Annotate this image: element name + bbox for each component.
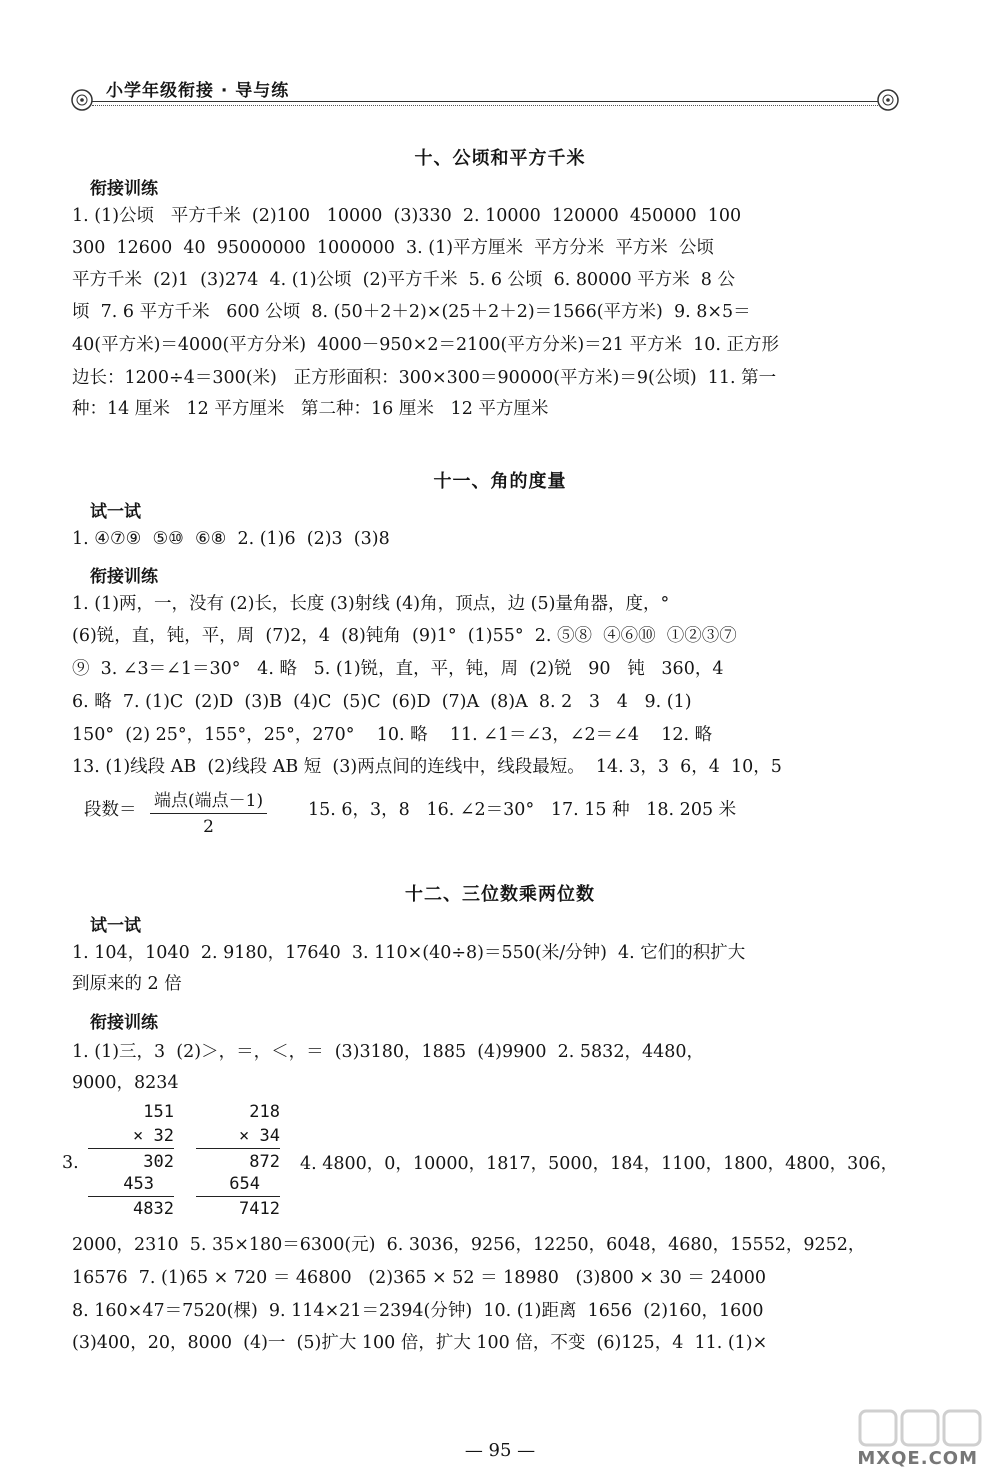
section-title: 十、公顷和平方千米 bbox=[414, 148, 586, 169]
answer-line: 2000，2310 5. 35×180＝6300(元) 6. 3036，9256，12250，6048，4680，15552，9252， bbox=[72, 1235, 866, 1255]
header-rule bbox=[92, 101, 878, 102]
answer-line: ⑨ 3. ∠3＝∠1＝30° 4. 略 5. (1)锐，直，平，钝，周 (2)锐 90 钝 360，4 bbox=[72, 659, 724, 679]
vertical-multiplication bbox=[88, 1102, 174, 1218]
answer-line: 13. (1)线段 AB (2)线段 AB 短 (3)两点间的连线中，线段最短。 14. 3，3 6，4 10，5 bbox=[72, 757, 782, 777]
formula-prefix: 段数＝ bbox=[84, 800, 137, 820]
answer-line: 15. 6，3，8 16. ∠2＝30° 17. 15 种 18. 205 米 bbox=[308, 800, 737, 820]
answer-line: 到原来的 2 倍 bbox=[72, 974, 182, 994]
calc-partial-product: 654 bbox=[229, 1174, 260, 1194]
subsection-heading: 衔接训练 bbox=[90, 1013, 158, 1033]
answer-line: 1. (1)公顷 平方千米 (2)100 10000 (3)330 2. 10000 120000 450000 100 bbox=[72, 206, 742, 226]
answer-line: 6. 略 7. (1)C (2)D (3)B (4)C (5)C (6)D (7)A (8)A 8. 2 3 4 9. (1) bbox=[72, 692, 692, 712]
section-title: 十一、角的度量 bbox=[433, 471, 567, 492]
answer-line: 1. (1)两，一，没有 (2)长，长度 (3)射线 (4)角，顶点，边 (5)量角器，度，° bbox=[72, 594, 670, 614]
subsection-heading: 衔接训练 bbox=[90, 567, 158, 587]
calc-product: 7412 bbox=[239, 1199, 280, 1219]
header-title: 小学年级衔接 · 导与练 bbox=[106, 81, 290, 101]
header-rule-dotted bbox=[92, 105, 878, 106]
calc-partial-product: 302 bbox=[143, 1152, 174, 1172]
answer-line: 1. (1)三，3 (2)＞，＝，＜，＝ (3)3180，1885 (4)9900 2. 5832，4480， bbox=[72, 1042, 704, 1062]
answer-line: 16576 7. (1)65 × 720 ＝ 46800 (2)365 × 52 ＝ 18980 (3)800 × 30 ＝ 24000 bbox=[72, 1268, 767, 1288]
answer-line: (3)400，20，8000 (4)一 (5)扩大 100 倍，扩大 100 倍，不变 (6)125，4 11. (1)× bbox=[72, 1333, 768, 1353]
answer-line: 9000，8234 bbox=[72, 1073, 179, 1093]
subsection-heading: 试一试 bbox=[90, 916, 141, 936]
page-header bbox=[70, 70, 900, 120]
answer-line: (6)锐，直，钝，平，周 (7)2，4 (8)钝角 (9)1° (1)55° 2. ⑤⑧ ④⑥⑩ ①②③⑦ bbox=[72, 626, 737, 646]
calc-partial-product: 872 bbox=[249, 1152, 280, 1172]
calc-multiplier: × 34 bbox=[239, 1126, 280, 1146]
section-title: 十二、三位数乘两位数 bbox=[405, 884, 595, 905]
question-number: 3. bbox=[62, 1153, 79, 1173]
calc-multiplier: × 32 bbox=[133, 1126, 174, 1146]
fraction-denominator: 2 bbox=[203, 817, 214, 837]
calc-product: 4832 bbox=[133, 1199, 174, 1219]
calc-multiplicand: 218 bbox=[249, 1102, 280, 1122]
answer-line: 1. 104，1040 2. 9180，17640 3. 110×(40÷8)＝550(米/分钟) 4. 它们的积扩大 bbox=[72, 943, 746, 963]
answer-line: 种：14 厘米 12 平方厘米 第二种：16 厘米 12 平方厘米 bbox=[72, 399, 549, 419]
answer-line: 平方千米 (2)1 (3)274 4. (1)公顷 (2)平方千米 5. 6 公顷 6. 80000 平方米 8 公 bbox=[72, 270, 735, 290]
calc-rule bbox=[196, 1148, 280, 1149]
calc-rule bbox=[196, 1196, 280, 1197]
answer-line: 300 12600 40 95000000 1000000 3. (1)平方厘米 平方分米 平方米 公顷 bbox=[72, 238, 714, 258]
answer-line: 1. ④⑦⑨ ⑤⑩ ⑥⑧ 2. (1)6 (2)3 (3)8 bbox=[72, 529, 390, 549]
ornament-right-icon bbox=[876, 88, 900, 112]
page-number: — 95 — bbox=[464, 1440, 536, 1461]
fraction-numerator: 端点(端点－1) bbox=[150, 786, 267, 814]
answer-line: 8. 160×47＝7520(棵) 9. 114×21＝2394(分钟) 10. (1)距离 1656 (2)160，1600 bbox=[72, 1301, 764, 1321]
answer-line: 150° (2) 25°，155°，25°，270° 10. 略 11. ∠1＝∠3，∠2＝∠4 12. 略 bbox=[72, 725, 713, 745]
vertical-multiplication bbox=[196, 1102, 280, 1218]
subsection-heading: 试一试 bbox=[90, 502, 141, 522]
calc-rule bbox=[88, 1196, 174, 1197]
calc-rule bbox=[88, 1148, 174, 1149]
answer-line: 边长：1200÷4＝300(米) 正方形面积：300×300＝90000(平方米)＝9(公顷) 11. 第一 bbox=[72, 368, 777, 388]
ornament-left-icon bbox=[70, 88, 94, 112]
calc-multiplicand: 151 bbox=[143, 1102, 174, 1122]
answer-line: 40(平方米)＝4000(平方分米) 4000－950×2＝2100(平方分米)＝21 平方米 10. 正方形 bbox=[72, 335, 780, 355]
formula-fraction bbox=[150, 786, 267, 837]
watermark-text: MXQE.COM bbox=[857, 1448, 978, 1469]
answer-line: 4. 4800，0，10000，1817，5000，184，1100，1800，4800，306， bbox=[300, 1154, 899, 1174]
answer-line: 顷 7. 6 平方千米 600 公顷 8. (50＋2＋2)×(25＋2＋2)＝1566(平方米) 9. 8×5＝ bbox=[72, 302, 751, 322]
subsection-heading: 衔接训练 bbox=[90, 179, 158, 199]
calc-partial-product: 453 bbox=[123, 1174, 154, 1194]
